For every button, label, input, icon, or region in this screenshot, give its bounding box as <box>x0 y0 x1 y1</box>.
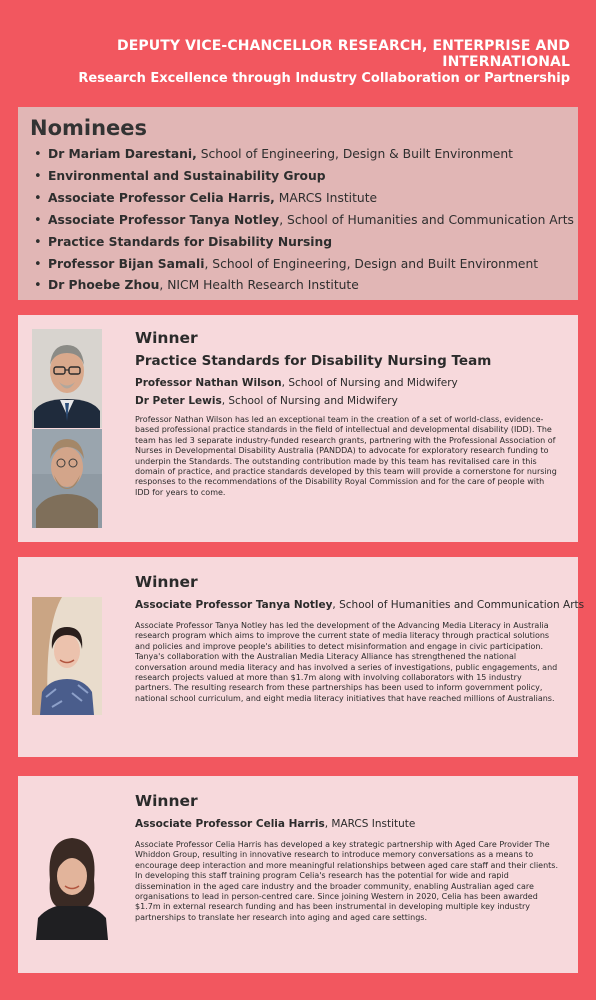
nominee-name: Associate Professor Celia Harris, <box>48 190 275 205</box>
nominee-item <box>48 254 566 276</box>
winner-card-celia-harris <box>18 776 578 973</box>
nominee-name: Dr Phoebe Zhou <box>48 278 160 293</box>
nominee-item <box>48 188 566 210</box>
winner-label: Winner <box>135 329 198 347</box>
nominee-item <box>48 232 566 254</box>
winner-member <box>135 599 585 611</box>
winner-member <box>135 818 558 830</box>
header-title: DEPUTY VICE-CHANCELLOR RESEARCH, ENTERPRISE AND INTERNATIONAL <box>117 38 570 70</box>
nominee-affiliation: School of Engineering, Design & Built Environment <box>196 147 513 161</box>
nominee-affiliation: , NICM Health Research Institute <box>159 278 359 293</box>
member-name: Professor Nathan Wilson <box>135 377 282 389</box>
winner-label: Winner <box>135 792 198 810</box>
winner-description: Associate Professor Tanya Notley has led the development of the Advancing Media Literacy in Australia research program which aims to improve the current state of media literacy through practical solutions and policies and improve people's abilities to detect misinformation and engage in civic participation. Tanya's collaboration with the Australian Media Literacy Alliance has strengthened the national conversation around media literacy and has involved a series of investigations, public engagements, and research projects valued at more than $1.7m along with involving collaborators with 15 industry partners. The resulting research from these partnerships has been used to inform government policy, national school curriculum, and eight media literacy initiatives that have reached millions of Australians. <box>135 621 558 703</box>
portrait-tanya-notley <box>32 597 102 715</box>
winner-photos <box>32 329 102 528</box>
nominee-item <box>48 144 566 166</box>
winner-photo <box>32 820 112 940</box>
member-affiliation: , School of Humanities and Communication Arts <box>332 599 585 611</box>
nominee-item <box>48 166 566 188</box>
winner-member <box>135 377 558 389</box>
portrait-celia-harris <box>32 820 112 940</box>
nominee-item <box>48 275 566 297</box>
nominee-name: Practice Standards for Disability Nursing <box>48 234 333 249</box>
member-affiliation: , MARCS Institute <box>324 818 416 830</box>
nominee-name: Dr Mariam Darestani, <box>48 147 197 161</box>
winner-description: Professor Nathan Wilson has led an exceptional team in the creation of a set of world-class, evidence-based professional practice standards in the field of intellectual and developmental disability (IDD). The team has led 3 separate industry-funded research grants, partnering with the Professional Association of Nurses in Developmental Disability Australia (PANDDA) to advocate for exploratory research funding to underpin the Standards. The outstanding contribution made by this team has revitalised care in this domain of practice, and practice standards developed by this team will provide a cornerstone for nursing responses to the recommendations of the Disability Royal Commission and for the care of people with IDD for years to come. <box>135 415 557 497</box>
nominees-panel <box>18 107 578 300</box>
nominee-affiliation: , School of Humanities and Communication Arts <box>279 212 574 227</box>
member-name: Associate Professor Celia Harris <box>135 818 325 830</box>
winner-card-tanya-notley <box>18 557 585 757</box>
header-subtitle: Research Excellence through Industry Collaboration or Partnership <box>78 71 570 86</box>
nominee-affiliation: MARCS Institute <box>274 190 378 205</box>
member-name: Associate Professor Tanya Notley <box>135 599 333 611</box>
winner-team-name: Practice Standards for Disability Nursing Team <box>135 353 492 369</box>
nominee-name: Associate Professor Tanya Notley <box>48 212 280 227</box>
winner-description: Associate Professor Celia Harris has developed a key strategic partnership with Aged Care Provider The Whiddon Group, resulting in innovative research to introduce memory conversations as a means to encourage deep interaction and more meaningful relationships between aged care staff and their clients. In developing this staff training program Celia's research has the potential for wide and rapid dissemination in the aged care industry and the broader community, enabling Australian aged care organisations to lead in person-centred care. Since joining Western in 2020, Celia has been awarded $1.7m in external research funding and has been instrumental in developing multiple key industry partnerships to translate her research into aging and aged care settings. <box>135 840 559 922</box>
winner-photo <box>32 597 102 715</box>
portrait-nathan-wilson <box>32 329 102 528</box>
member-affiliation: , School of Nursing and Midwifery <box>221 395 398 407</box>
winner-card-practice-standards <box>18 315 578 542</box>
member-affiliation: , School of Nursing and Midwifery <box>281 377 458 389</box>
nominees-heading: Nominees <box>30 116 148 140</box>
winner-member <box>135 395 558 407</box>
nominee-item <box>48 210 574 232</box>
nominee-affiliation: , School of Engineering, Design and Built Environment <box>204 256 539 271</box>
nominees-list <box>30 144 574 297</box>
nominee-name: Environmental and Sustainability Group <box>48 168 326 183</box>
member-name: Dr Peter Lewis <box>135 395 222 407</box>
nominee-name: Professor Bijan Samali <box>48 256 205 271</box>
winner-label: Winner <box>135 573 198 591</box>
